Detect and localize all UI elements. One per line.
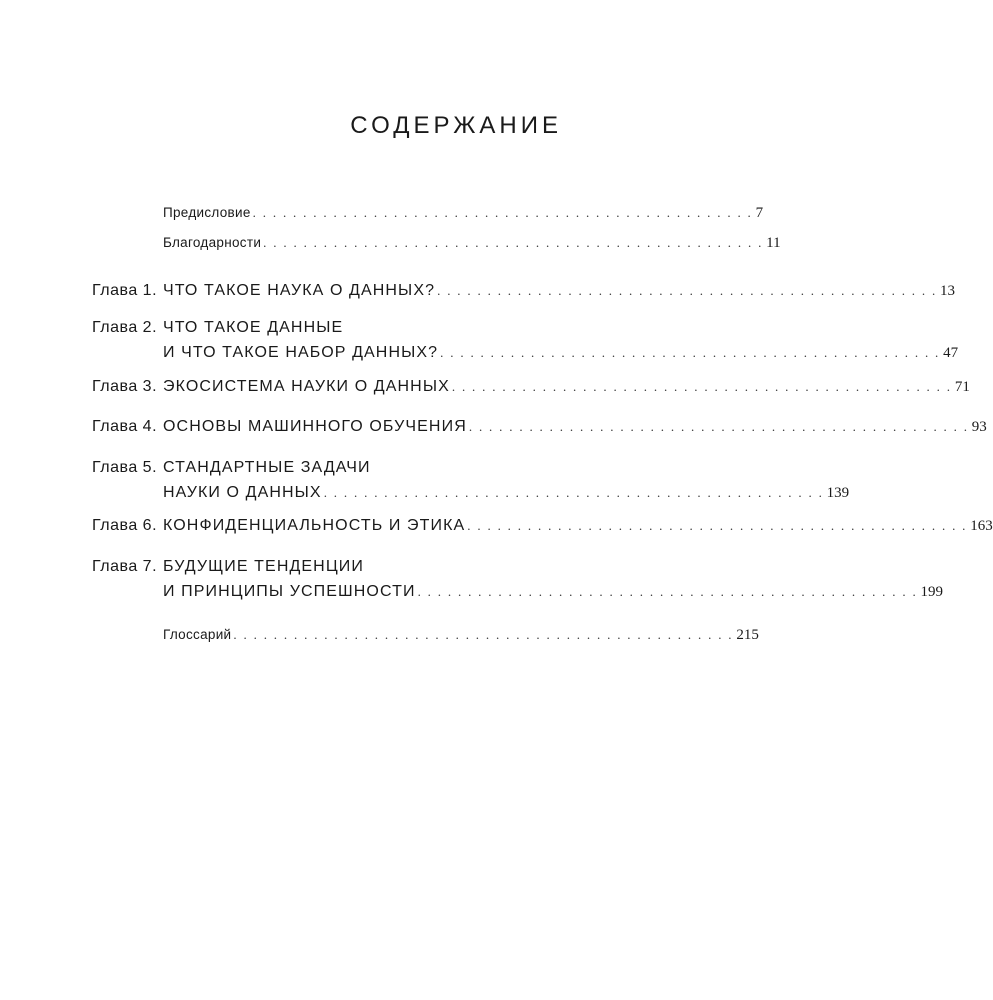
dot-leader: . . . . . . . . . . . . . . . . . . . . . . . . . . . . . . . . . . . . . . . . . . . . . . . . . .	[468, 419, 969, 434]
chapter-label: Глава 3.	[92, 378, 158, 395]
dot-leader: . . . . . . . . . . . . . . . . . . . . . . . . . . . . . . . . . . . . . . . . . . . . . . . . . .	[233, 627, 734, 642]
dot-leader: . . . . . . . . . . . . . . . . . . . . . . . . . . . . . . . . . . . . . . . . . . . . . . . . . .	[252, 205, 753, 220]
chapter-title: КОНФИДЕНЦИАЛЬНОСТЬ И ЭТИКА	[163, 517, 466, 534]
toc-page-number: 13	[940, 283, 956, 299]
toc-entry-chapter-3[interactable]	[92, 376, 970, 398]
toc-page-number: 139	[826, 485, 850, 501]
chapter-label: Глава 7.	[92, 558, 158, 575]
dot-leader: . . . . . . . . . . . . . . . . . . . . . . . . . . . . . . . . . . . . . . . . . . . . . . . . . .	[263, 235, 764, 250]
dot-leader: . . . . . . . . . . . . . . . . . . . . . . . . . . . . . . . . . . . . . . . . . . . . . . . . . .	[323, 485, 824, 500]
toc-page-number: 7	[755, 205, 764, 221]
toc-entry-glossary[interactable]	[92, 624, 759, 646]
toc-entry-chapter-6[interactable]	[92, 515, 993, 537]
toc-entry-title: Благодарности	[163, 235, 262, 250]
chapter-label: Глава 6.	[92, 517, 158, 534]
toc-entry-chapter-1[interactable]	[92, 280, 956, 302]
toc-page-number: 71	[954, 379, 970, 395]
toc-page-number: 47	[943, 345, 959, 361]
page-title: СОДЕРЖАНИЕ	[350, 112, 562, 139]
chapter-title-continued: И ПРИНЦИПЫ УСПЕШНОСТИ	[163, 583, 416, 600]
toc-entry-title: Глоссарий	[163, 627, 232, 642]
chapter-title: БУДУЩИЕ ТЕНДЕНЦИИ	[163, 558, 364, 575]
toc-page-number: 163	[970, 518, 993, 534]
toc-page-number: 215	[736, 627, 759, 643]
chapter-title: ЧТО ТАКОЕ НАУКА О ДАННЫХ?	[163, 282, 436, 299]
chapter-label: Глава 5.	[92, 459, 158, 476]
toc-entry-chapter-5[interactable]	[92, 457, 850, 504]
chapter-title: ЭКОСИСТЕМА НАУКИ О ДАННЫХ	[163, 378, 450, 395]
toc-page-number: 199	[920, 584, 944, 600]
chapter-title-continued: НАУКИ О ДАННЫХ	[163, 484, 322, 501]
chapter-title: ОСНОВЫ МАШИННОГО ОБУЧЕНИЯ	[163, 418, 467, 435]
dot-leader: . . . . . . . . . . . . . . . . . . . . . . . . . . . . . . . . . . . . . . . . . . . . . . . . . .	[467, 518, 968, 533]
toc-page-number: 93	[971, 419, 987, 435]
toc-entry-chapter-2[interactable]	[92, 317, 959, 364]
toc-page-number: 11	[766, 235, 781, 251]
chapter-title-continued: И ЧТО ТАКОЕ НАБОР ДАННЫХ?	[163, 344, 439, 361]
dot-leader: . . . . . . . . . . . . . . . . . . . . . . . . . . . . . . . . . . . . . . . . . . . . . . . . . .	[417, 584, 918, 599]
chapter-label: Глава 2.	[92, 319, 158, 336]
chapter-title: ЧТО ТАКОЕ ДАННЫЕ	[163, 319, 344, 336]
dot-leader: . . . . . . . . . . . . . . . . . . . . . . . . . . . . . . . . . . . . . . . . . . . . . . . . . .	[437, 283, 938, 298]
chapter-title: СТАНДАРТНЫЕ ЗАДАЧИ	[163, 459, 371, 476]
toc-entry-title: Предисловие	[163, 205, 251, 220]
toc-entry-foreword[interactable]	[92, 202, 764, 224]
toc-entry-chapter-7[interactable]	[92, 556, 944, 603]
dot-leader: . . . . . . . . . . . . . . . . . . . . . . . . . . . . . . . . . . . . . . . . . . . . . . . . . .	[451, 379, 952, 394]
chapter-label: Глава 1.	[92, 282, 158, 299]
toc-entry-acknowledgements[interactable]	[92, 232, 781, 254]
dot-leader: . . . . . . . . . . . . . . . . . . . . . . . . . . . . . . . . . . . . . . . . . . . . . . . . . .	[440, 345, 941, 360]
toc-entry-chapter-4[interactable]	[92, 416, 987, 438]
chapter-label: Глава 4.	[92, 418, 158, 435]
